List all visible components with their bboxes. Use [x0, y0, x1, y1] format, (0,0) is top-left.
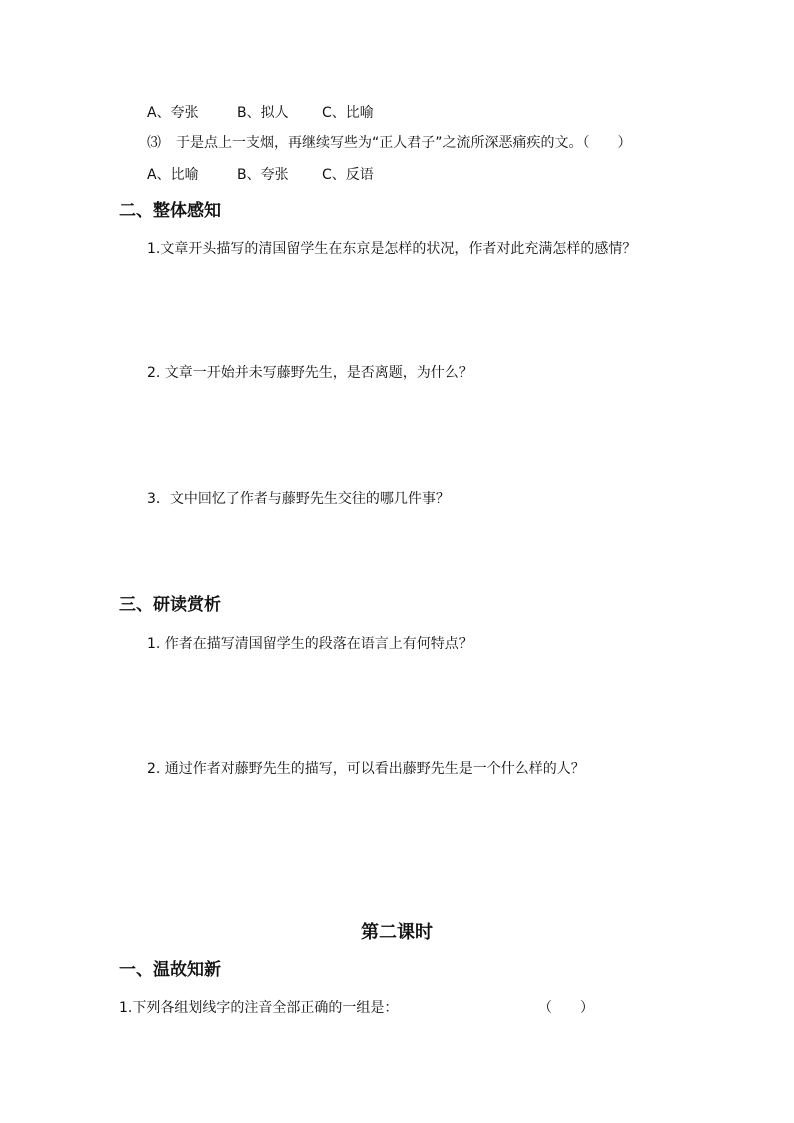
section3-question-2: 2. 通过作者对藤野先生的描写，可以看出藤野先生是一个什么样的人？ — [147, 761, 585, 777]
q3-number: ⑶ — [147, 135, 161, 151]
section-heading-overall: 二、整体感知 — [119, 201, 221, 221]
section2-question-1: 1.文章开头描写的清国留学生在东京是怎样的状况，作者对此充满怎样的感情？ — [147, 241, 637, 257]
section3-question-1: 1. 作者在描写清国留学生的段落在语言上有何特点？ — [147, 636, 473, 652]
lesson2-question-1-answer-bracket: （ ） — [538, 1000, 594, 1016]
q2-option-a: A、夸张 — [147, 105, 199, 121]
lesson-2-title: 第二课时 — [361, 922, 433, 943]
section-heading-analysis: 三、研读赏析 — [119, 595, 221, 615]
section2-question-3: 3．文中回忆了作者与藤野先生交往的哪几件事？ — [147, 491, 450, 507]
q3-option-a: A、比喻 — [147, 167, 199, 183]
q2-option-c: C、比喻 — [322, 105, 374, 121]
lesson2-question-1: 1.下列各组划线字的注音全部正确的一组是： — [119, 1000, 399, 1016]
section-heading-review: 一、温故知新 — [119, 960, 221, 980]
section2-question-2: 2. 文章一开始并未写藤野先生，是否离题，为什么？ — [147, 365, 473, 381]
q2-option-b: B、拟人 — [237, 105, 289, 121]
q3-option-c: C、反语 — [322, 167, 374, 183]
q3-text: 于是点上一支烟，再继续写些为“正人君子”之流所深恶痛疾的文。（ ） — [176, 135, 632, 151]
q3-option-b: B、夸张 — [237, 167, 289, 183]
